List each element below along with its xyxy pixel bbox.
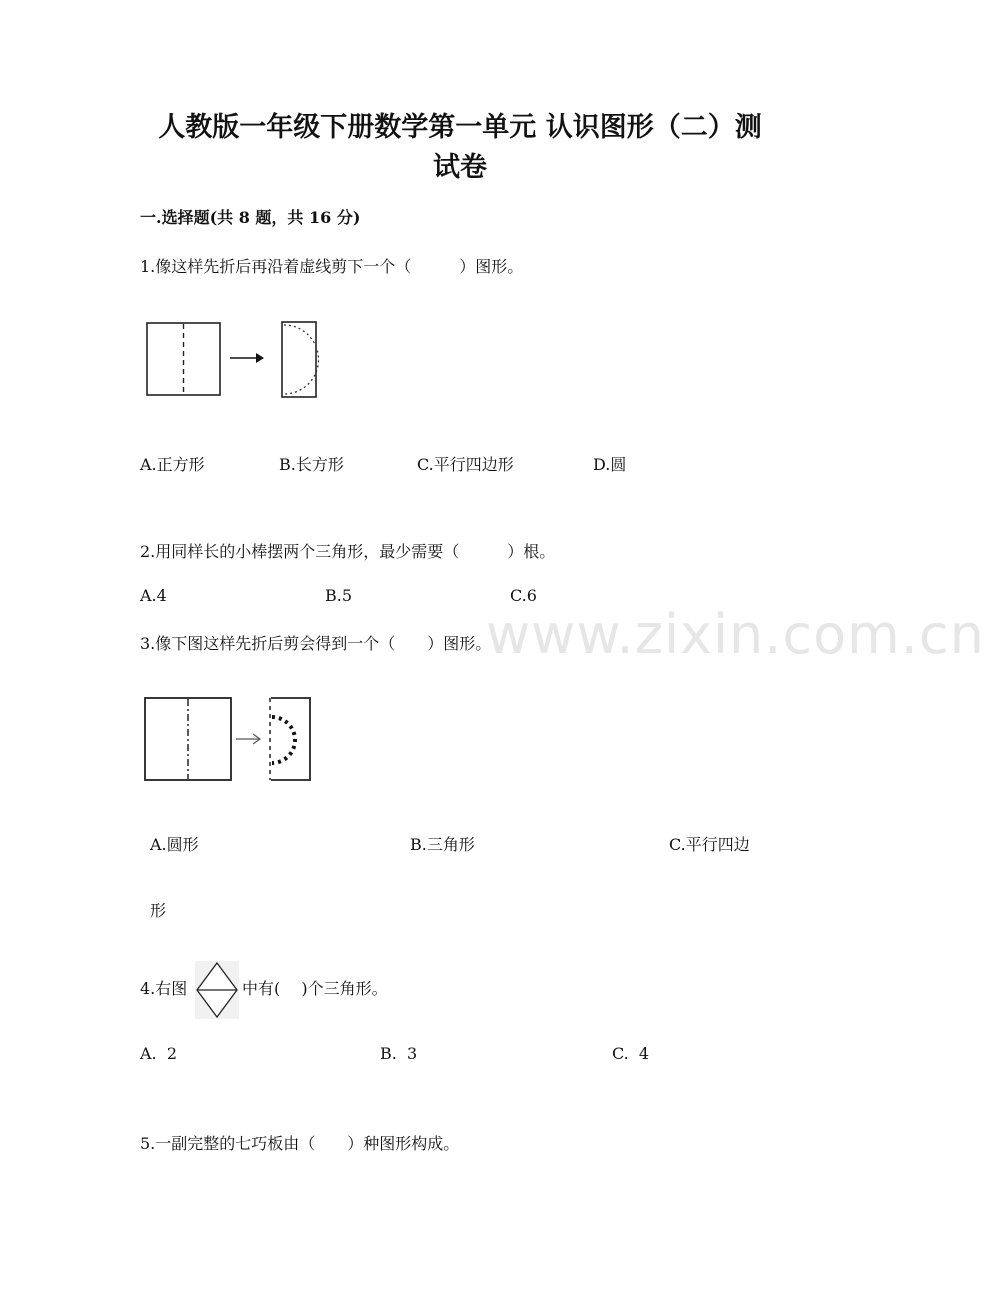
question-4-option-a[interactable]: A. 2 [140,1044,177,1063]
question-2-option-c[interactable]: C.6 [510,586,537,605]
question-4-option-c[interactable]: C. 4 [612,1044,650,1063]
question-2-option-b[interactable]: B.5 [325,586,353,605]
page-title [110,108,810,188]
question-3-fold-cut-figure [140,692,320,788]
question-3-option-c[interactable]: C.平行四边 [669,835,750,854]
question-1-text: 1.像这样先折后再沿着虚线剪下一个（ ）图形。 [140,257,524,276]
question-3-option-a[interactable]: A.圆形 [150,835,199,854]
question-1-option-a[interactable]: A.正方形 [140,455,205,474]
question-4-diamond-figure [195,961,239,1019]
question-4-text-after: 中有( )个三角形。 [242,979,388,998]
question-2-text: 2.用同样长的小棒摆两个三角形，最少需要（ ）根。 [140,542,556,561]
watermark: www.zixin.com.cn [486,603,985,666]
question-4-option-b[interactable]: B. 3 [380,1044,418,1063]
question-1-option-b[interactable]: B.长方形 [279,455,344,474]
question-2-option-a[interactable]: A.4 [140,586,167,605]
question-1-fold-cut-figure [140,316,330,404]
question-3-text: 3.像下图这样先折后剪会得到一个（ ）图形。 [140,634,492,653]
question-1-option-c[interactable]: C.平行四边形 [417,455,514,474]
title-line-2: 试卷 [433,152,487,183]
title-line-1: 人教版一年级下册数学第一单元 认识图形（二）测 [158,112,762,143]
question-3-option-b[interactable]: B.三角形 [410,835,475,854]
question-3-option-c-wrap: 形 [150,901,167,920]
section-heading: 一.选择题(共 8 题，共 16 分) [140,208,361,227]
question-4-text-before: 4.右图 [140,979,188,998]
question-1-option-d[interactable]: D.圆 [593,455,627,474]
question-5-text: 5.一副完整的七巧板由（ ）种图形构成。 [140,1134,460,1153]
